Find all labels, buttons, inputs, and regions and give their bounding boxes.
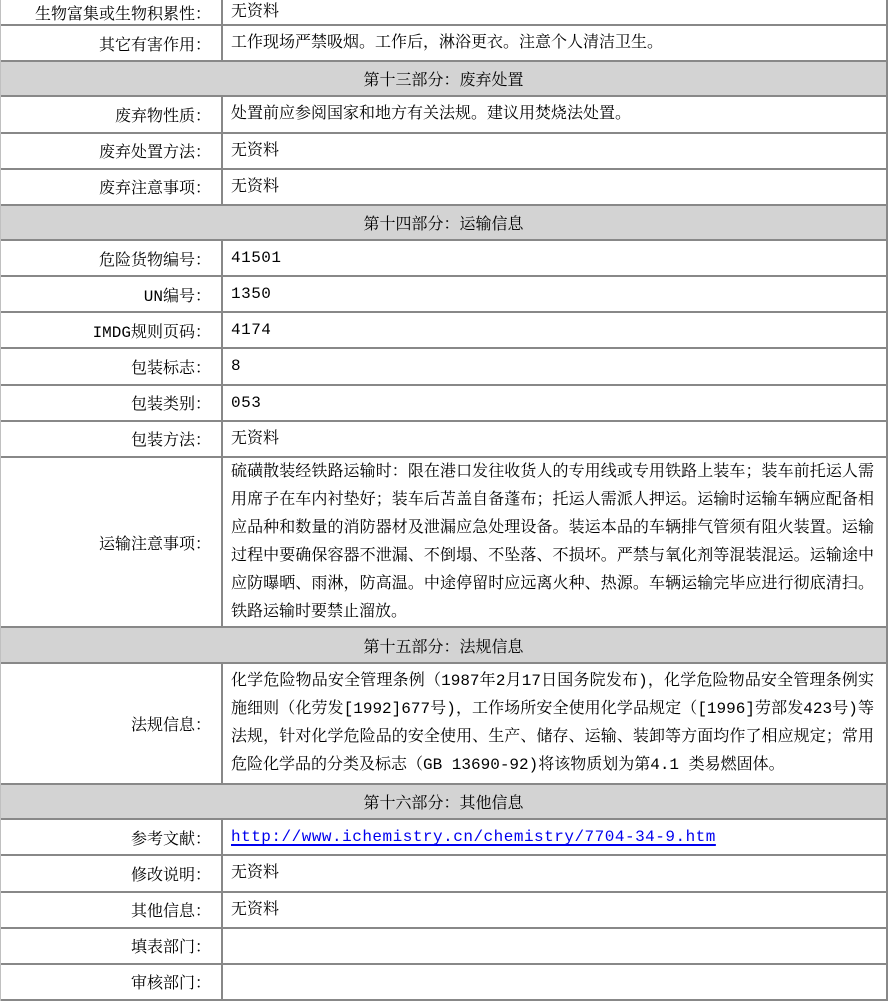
field-label: 包装方法： xyxy=(1,422,223,456)
table-row xyxy=(1,929,886,965)
table-row xyxy=(1,134,886,170)
field-value: 处置前应参阅国家和地方有关法规。建议用焚烧法处置。 xyxy=(231,105,632,124)
field-label: 包装标志： xyxy=(1,349,223,383)
table-row xyxy=(1,664,886,785)
field-value: 硫磺散装经铁路运输时：限在港口发往收货人的专用线或专用铁路上装车；装车前托运人需用席子在车内衬垫好；装车后苫盖自备蓬布；托运人需派人押运。运输时运输车辆应配备相应品种和数量的消防器材及泄漏应急处理设备。装运本品的车辆排气管须有阻火装置。运输过程中要确保容器不泄漏、不倒塌、不坠落、不损坏。严禁与氧化剂等混装混运。运输途中应防曝晒、雨淋，防高温。中途停留时应远离火种、热源。车辆运输完毕应进行彻底清扫。铁路运输时要禁止溜放。 xyxy=(231,463,874,622)
field-value: 无资料 xyxy=(231,864,280,883)
section-header-row xyxy=(1,628,886,663)
field-label: 其它有害作用： xyxy=(1,26,223,60)
reference-link[interactable]: http://www.ichemistry.cn/chemistry/7704-34-9.htm xyxy=(231,828,716,847)
field-value: 8 xyxy=(231,357,242,376)
field-label: 法规信息： xyxy=(1,664,223,783)
table-row xyxy=(1,170,886,206)
table-row xyxy=(1,349,886,385)
table-row xyxy=(1,965,886,1001)
section-title: 第十五部分：法规信息 xyxy=(363,638,524,657)
section-header-row xyxy=(1,785,886,820)
field-value: 无资料 xyxy=(231,3,280,22)
field-label: 危险货物编号： xyxy=(1,241,223,275)
field-label: 修改说明： xyxy=(1,856,223,890)
field-label: 废弃注意事项： xyxy=(1,170,223,204)
field-label: UN编号： xyxy=(1,277,223,311)
field-value xyxy=(223,929,886,963)
field-value: 无资料 xyxy=(231,900,280,919)
field-value: 工作现场严禁吸烟。工作后，淋浴更衣。注意个人清洁卫生。 xyxy=(231,34,664,53)
table-row xyxy=(1,277,886,313)
field-value: 4174 xyxy=(231,321,272,340)
field-value xyxy=(223,965,886,999)
field-label: 废弃物性质： xyxy=(1,97,223,131)
table-row xyxy=(1,97,886,133)
field-label: IMDG规则页码： xyxy=(1,313,223,347)
field-value: 化学危险物品安全管理条例（1987年2月17日国务院发布)，化学危险物品安全管理条例实施细则（化劳发[1992]677号)，工作场所安全使用化学品规定（[1996]劳部发423号)等法规，针对化学危险品的安全使用、生产、储存、运输、装卸等方面均作了相应规定；常用危险化学品的分类及标志（GB 13690-92)将该物质划为第4.1 类易燃固体。 xyxy=(231,672,874,775)
table-row xyxy=(1,386,886,422)
field-label: 生物富集或生物积累性： xyxy=(1,0,223,24)
table-row xyxy=(1,422,886,458)
field-value: 无资料 xyxy=(231,141,280,160)
section-header-row xyxy=(1,206,886,241)
field-value: 1350 xyxy=(231,285,272,304)
field-label: 废弃处置方法： xyxy=(1,134,223,168)
field-value: 无资料 xyxy=(231,429,280,448)
section-title: 第十四部分：运输信息 xyxy=(363,215,524,234)
table-row xyxy=(1,893,886,929)
section-title: 第十三部分：废弃处置 xyxy=(363,72,524,91)
table-row xyxy=(1,26,886,62)
table-row xyxy=(1,313,886,349)
field-label: 填表部门： xyxy=(1,929,223,963)
field-label: 运输注意事项： xyxy=(1,458,223,627)
section-title: 第十六部分：其他信息 xyxy=(363,795,524,814)
field-value: 41501 xyxy=(231,249,282,268)
field-label: 其他信息： xyxy=(1,893,223,927)
table-row xyxy=(1,856,886,892)
field-label: 包装类别： xyxy=(1,386,223,420)
table-row xyxy=(1,458,886,629)
table-row xyxy=(1,820,886,856)
field-label: 参考文献： xyxy=(1,820,223,854)
table-row xyxy=(1,241,886,277)
section-header-row xyxy=(1,62,886,97)
table-row xyxy=(1,0,886,26)
field-value: 无资料 xyxy=(231,177,280,196)
field-label: 审核部门： xyxy=(1,965,223,999)
field-value: 053 xyxy=(231,393,262,412)
